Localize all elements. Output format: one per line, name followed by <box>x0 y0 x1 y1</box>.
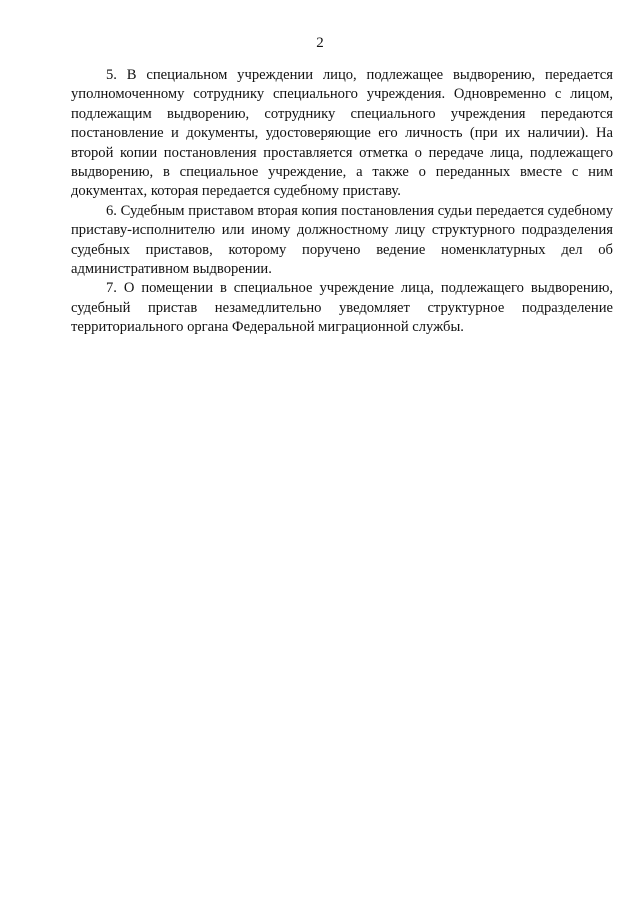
paragraph-6: 6. Судебным приставом вторая копия постановления судьи передается судебному приставу-исполнителю или иному должностному лицу структурного подразделения судебных приставов, которому поручено ведение номенклатурных дел об административном выдворении. <box>71 202 613 278</box>
paragraph-7: 7. О помещении в специальное учреждение лица, подлежащего выдворению, судебный пристав незамедлительно уведомляет структурное подразделение территориального органа Федеральной миграционной службы. <box>71 280 613 336</box>
page-number: 2 <box>316 35 324 51</box>
document-body <box>71 66 613 338</box>
paragraph-5: 5. В специальном учреждении лицо, подлежащее выдворению, передается уполномоченному сотруднику специального учреждения. Одновременно с лицом, подлежащим выдворению, сотруднику специального учреждения передаются постановление и документы, удостоверяющие его личность (при их наличии). На второй копии постановления проставляется отметка о передаче лица, подлежащего выдворению, в специальное учреждение, а также о переданных вместе с ним документах, которая передается судебному приставу. <box>71 67 613 200</box>
